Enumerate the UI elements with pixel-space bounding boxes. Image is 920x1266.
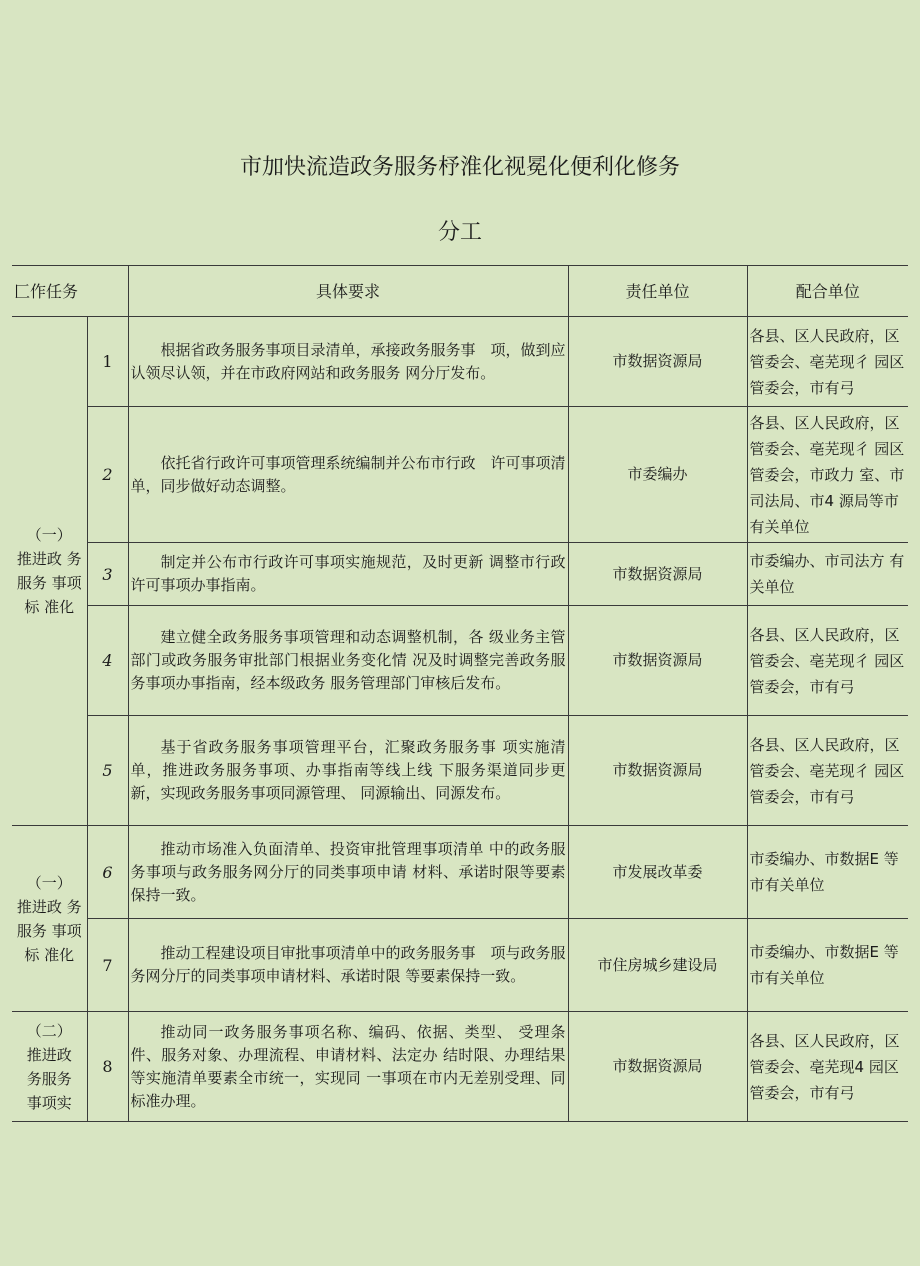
requirement-cell: 基于省政务服务事项管理平台，汇聚政务服务事 项实施清单，推进政务服务事项、办事指南等线上线 下服务渠道同步更新，实现政务服务事项同源管理、 同源输出、同源发布。: [128, 716, 568, 826]
header-row: [12, 266, 908, 317]
header-task: 匚作任务: [12, 266, 128, 317]
row-number: 3: [87, 543, 128, 606]
cooperating-cell: 市委编办、市司法方 有关单位: [747, 543, 908, 606]
cooperating-cell: 市委编办、市数据E 等市有关单位: [747, 826, 908, 919]
table-row: [12, 1012, 908, 1122]
table-row: [12, 919, 908, 1012]
responsible-cell: 市委编办: [568, 407, 747, 543]
requirement-cell: 推动市场准入负面清单、投资审批管理事项清单 中的政务服务事项与政务服务网分厅的同类事项申请 材料、承诺时限等要素保持一致。: [128, 826, 568, 919]
group-label: （一） 推进政 务 服务 事项 标 准化: [12, 317, 87, 826]
document-title-line2: 分工: [437, 220, 482, 245]
requirement-cell: 推动工程建设项目审批事项清单中的政务服务事 项与政务服务网分厅的同类事项申请材料、承诺时限 等要素保持一致。: [128, 919, 568, 1012]
group-label: （二） 推进政 务服务 事项实: [12, 1012, 87, 1122]
responsible-cell: 市数据资源局: [568, 317, 747, 407]
requirement-cell: 根据省政务服务事项目录清单，承接政务服务事 项，做到应认领尽认领，并在市政府网站和政务服务 网分厅发布。: [128, 317, 568, 407]
requirement-cell: 制定并公布市行政许可事项实施规范，及时更新 调整市行政许可事项办事指南。: [128, 543, 568, 606]
cooperating-cell: 各县、区人民政府，区管委会、亳芜现彳 园区管委会，市有弓: [747, 317, 908, 407]
row-number: 5: [87, 716, 128, 826]
header-cooperating: 配合单位: [747, 266, 908, 317]
table-row: [12, 716, 908, 826]
table-row: [12, 543, 908, 606]
row-number: 2: [87, 407, 128, 543]
responsible-cell: 市数据资源局: [568, 543, 747, 606]
cooperating-cell: 各县、区人民政府，区管委会、亳芜现4 园区管委会，市有弓: [747, 1012, 908, 1122]
requirement-cell: 推动同一政务服务事项名称、编码、依据、类型、 受理条件、服务对象、办理流程、申请材料、法定办 结时限、办理结果等实施清单要素全市统一，实现同 一事项在市内无差别受理、同标准办理。: [128, 1012, 568, 1122]
row-number: 6: [87, 826, 128, 919]
responsible-cell: 市数据资源局: [568, 716, 747, 826]
document-title-line1: 市加快流造政务服务杼淮化视冕化便利化修务: [239, 155, 680, 180]
row-number: 1: [87, 317, 128, 407]
task-division-table: [12, 265, 908, 1122]
cooperating-cell: 市委编办、市数据E 等市有关单位: [747, 919, 908, 1012]
header-responsible: 责任单位: [568, 266, 747, 317]
cooperating-cell: 各县、区人民政府，区管委会、亳芜现彳 园区管委会，市有弓: [747, 716, 908, 826]
responsible-cell: 市住房城乡建设局: [568, 919, 747, 1012]
table-row: [12, 606, 908, 716]
requirement-cell: 建立健全政务服务事项管理和动态调整机制，各 级业务主管部门或政务服务审批部门根据业务变化情 况及时调整完善政务服务事项办事指南，经本级政务 服务管理部门审核后发布。: [128, 606, 568, 716]
cooperating-cell: 各县、区人民政府，区管委会、亳芜现彳 园区管委会，市政力 室、市司法局、市4 源局等市有关单位: [747, 407, 908, 543]
responsible-cell: 市数据资源局: [568, 606, 747, 716]
row-number: 7: [87, 919, 128, 1012]
requirement-cell: 依托省行政许可事项管理系统编制并公布市行政 许可事项清单，同步做好动态调整。: [128, 407, 568, 543]
table-row: [12, 826, 908, 919]
table-row: [12, 407, 908, 543]
header-requirement: 具体要求: [128, 266, 568, 317]
table-row: [12, 317, 908, 407]
group-label: （一） 推进政 务 服务 事项 标 准化: [12, 826, 87, 1012]
responsible-cell: 市发展改革委: [568, 826, 747, 919]
row-number: 8: [87, 1012, 128, 1122]
row-number: 4: [87, 606, 128, 716]
responsible-cell: 市数据资源局: [568, 1012, 747, 1122]
cooperating-cell: 各县、区人民政府，区管委会、亳芜现彳 园区管委会，市有弓: [747, 606, 908, 716]
